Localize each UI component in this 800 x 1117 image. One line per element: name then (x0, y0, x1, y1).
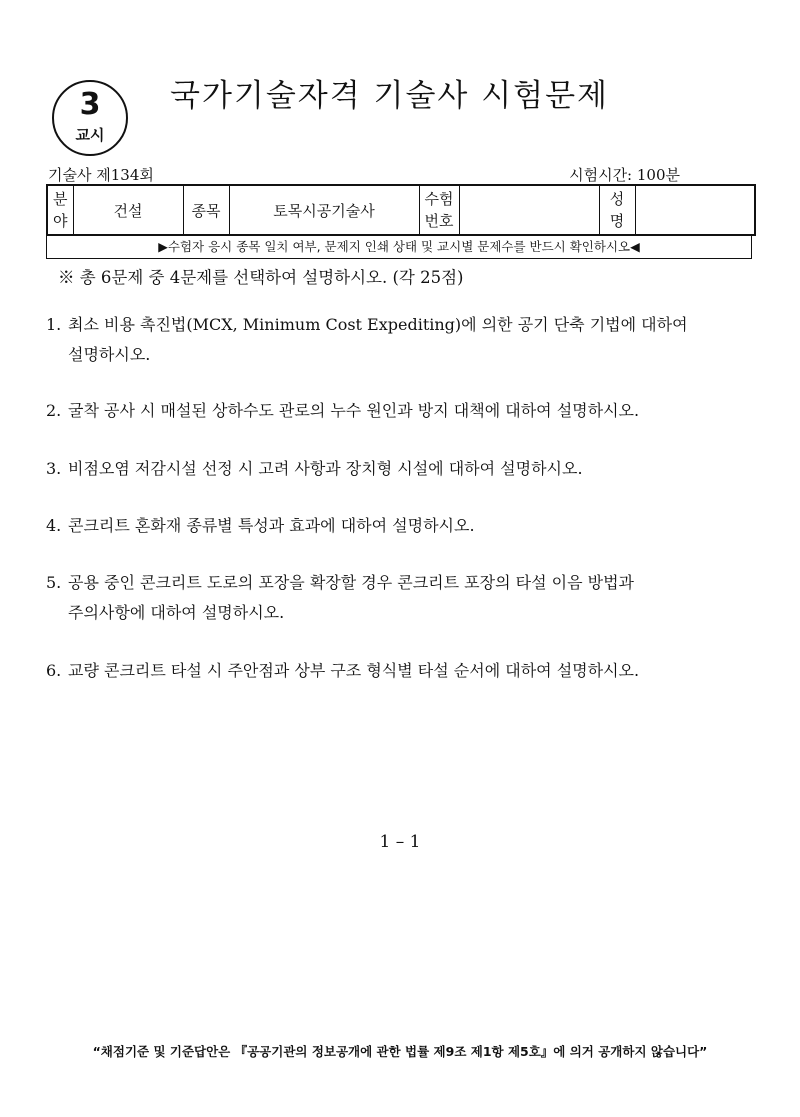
instructions: ※ 총 6문제 중 4문제를 선택하여 설명하시오. (각 25점) (58, 268, 464, 287)
session-label: 교시 (75, 126, 105, 144)
question-number: 5. (46, 573, 62, 592)
name-field[interactable] (635, 185, 755, 235)
name-label: 성 명 (599, 185, 635, 235)
question-2 (46, 396, 758, 426)
question-4 (46, 511, 758, 541)
question-number: 1. (46, 315, 62, 334)
type-label: 종목 (183, 185, 229, 235)
notice-bar: ▶수험자 응시 종목 일치 여부, 문제지 인쇄 상태 및 교시별 문제수를 반드시 확인하시오◀ (46, 236, 752, 259)
field-label: 분 야 (47, 185, 73, 235)
question-text-cont: 주의사항에 대하여 설명하시오. (68, 603, 285, 622)
question-text: 비점오염 저감시설 선정 시 고려 사항과 장치형 시설에 대하여 설명하시오. (68, 459, 583, 478)
question-5 (46, 568, 758, 628)
question-number: 4. (46, 516, 62, 535)
question-6 (46, 656, 758, 686)
exam-number-field[interactable] (459, 185, 599, 235)
question-text: 최소 비용 촉진법(MCX, Minimum Cost Expediting)에 의한 공기 단축 기법에 대하여 (68, 315, 688, 334)
question-number: 2. (46, 401, 62, 420)
question-1 (46, 310, 758, 370)
exam-info-table (46, 184, 756, 236)
question-text: 굴착 공사 시 매설된 상하수도 관로의 누수 원인과 방지 대책에 대하여 설명하시오. (68, 401, 640, 420)
exam-number-label: 수험 번호 (419, 185, 459, 235)
question-text: 콘크리트 혼화재 종류별 특성과 효과에 대하여 설명하시오. (68, 516, 475, 535)
question-text: 교량 콘크리트 타설 시 주안점과 상부 구조 형식별 타설 순서에 대하여 설명하시오. (68, 661, 640, 680)
question-3 (46, 454, 758, 484)
question-text: 공용 중인 콘크리트 도로의 포장을 확장할 경우 콘크리트 포장의 타설 이음 방법과 (68, 573, 634, 592)
question-text-cont: 설명하시오. (68, 345, 151, 364)
type-value: 토목시공기술사 (229, 185, 419, 235)
session-number: 3 (79, 87, 101, 122)
question-number: 6. (46, 661, 62, 680)
field-value: 건설 (73, 185, 183, 235)
exam-time: 시험시간: 100분 (569, 166, 680, 184)
page-title: 국가기술자격 기술사 시험문제 (170, 78, 610, 114)
session-badge (52, 80, 128, 156)
disclosure-notice: “채점기준 및 기준답안은 『공공기관의 정보공개에 관한 법률 제9조 제1항 제5호』에 의거 공개하지 않습니다” (92, 1044, 708, 1059)
category-round: 기술사 제134회 (48, 166, 154, 184)
page-number: 1 – 1 (379, 832, 421, 852)
question-number: 3. (46, 459, 62, 478)
